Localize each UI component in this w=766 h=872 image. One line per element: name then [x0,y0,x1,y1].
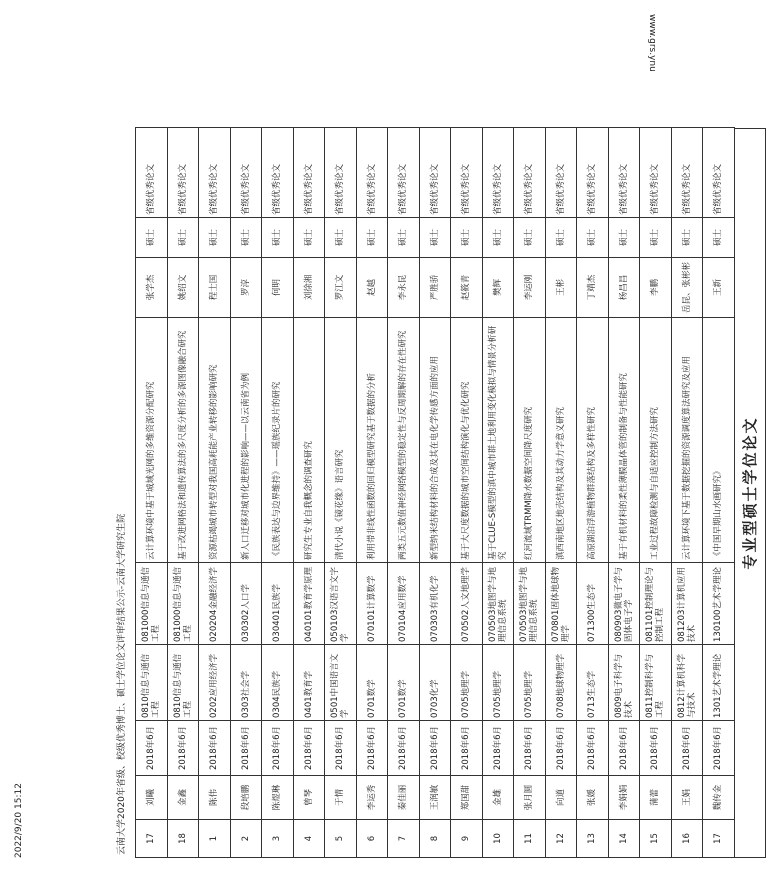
award-level: 省级优秀论文 [388,128,420,218]
advisor-name: 罗淳 [230,258,262,318]
row-number: 10 [482,820,514,858]
advisor-name: 姚绍文 [167,258,199,318]
student-name: 张月圆 [514,776,546,820]
degree-type: 硕士 [262,218,294,258]
major: 070502人文地理学 [451,563,483,645]
award-level: 省级优秀论文 [703,128,735,218]
graduation-date: 2018年6月 [608,721,640,776]
award-level: 省级优秀论文 [514,128,546,218]
row-number: 6 [356,820,388,858]
student-name: 王娟 [671,776,703,820]
student-name: 王润敏 [419,776,451,820]
major: 020204金融经济学 [199,563,231,645]
student-name: 陈伟 [199,776,231,820]
discipline: 0810信息与通信工程 [167,645,199,721]
award-level: 省级优秀论文 [199,128,231,218]
student-name: 段培鹏 [230,776,262,820]
thesis-title: 资源枯竭城市转型对我国高耗能产业转移的影响研究 [199,318,231,563]
thesis-title: 基于有机材料的柔性薄膜晶体管的制备与性能研究 [608,318,640,563]
row-number: 2 [230,820,262,858]
major: 040101教育学原理 [293,563,325,645]
award-level: 省级优秀论文 [545,128,577,218]
graduation-date: 2018年6月 [388,721,420,776]
thesis-title: 基于大尺度数据的城市空间结构演化与优化研究 [451,318,483,563]
student-name: 张媛 [577,776,609,820]
degree-type: 硕士 [136,218,168,258]
print-timestamp: 2022/9/20 15:12 [14,783,24,858]
row-number: 11 [514,820,546,858]
student-name: 李娟娟 [608,776,640,820]
major: 050103汉语言文字学 [325,563,357,645]
graduation-date: 2018年6月 [514,721,546,776]
section-title: 专业型硕士学位论文 [740,416,759,570]
thesis-title: 利用带非线性函数的回归模型研究基于数据的分析 [356,318,388,563]
advisor-name: 刘徐湘 [293,258,325,318]
student-name: 陈煜琳 [262,776,294,820]
table-row [577,128,609,858]
degree-type: 硕士 [167,218,199,258]
advisor-name: 樊辉 [482,258,514,318]
thesis-title: 云计算环境中基于城域光网的多维资源分配研究 [136,318,168,563]
table-row [199,128,231,858]
award-level: 省级优秀论文 [451,128,483,218]
major: 130100艺术学理论 [703,563,735,645]
student-name: 郑国甜 [451,776,483,820]
table-row [482,128,514,858]
thesis-title: 红河流域TRMM降水数据空间降尺度研究 [514,318,546,563]
graduation-date: 2018年6月 [545,721,577,776]
degree-type: 硕士 [356,218,388,258]
major: 030401民族学 [262,563,294,645]
degree-type: 硕士 [419,218,451,258]
major: 080903微电子学与固体电子学 [608,563,640,645]
major: 071300生态学 [577,563,609,645]
major: 081203计算机应用技术 [671,563,703,645]
major: 070101计算数学 [356,563,388,645]
award-level: 省级优秀论文 [325,128,357,218]
row-number: 13 [577,820,609,858]
discipline: 0809电子科学与技术 [608,645,640,721]
degree-type: 硕士 [608,218,640,258]
degree-type: 硕士 [230,218,262,258]
advisor-name: 赵筱青 [451,258,483,318]
advisor-name: 李永昆 [388,258,420,318]
student-name: 向道 [545,776,577,820]
thesis-title: 滇西南地区地壳结构及其动力学意义研究 [545,318,577,563]
advisor-name: 何明 [262,258,294,318]
thesis-title: 《中国早期山水画研究》 [703,318,735,563]
student-name: 蒲蕾 [640,776,672,820]
discipline: 0708地球物理学 [545,645,577,721]
award-level: 省级优秀论文 [167,128,199,218]
graduation-date: 2018年6月 [199,721,231,776]
discipline: 0703化学 [419,645,451,721]
graduation-date: 2018年6月 [325,721,357,776]
table-row [419,128,451,858]
award-level: 省级优秀论文 [671,128,703,218]
student-name: 于情 [325,776,357,820]
major: 081101控制理论与控制工程 [640,563,672,645]
student-name: 刘曦 [136,776,168,820]
discipline: 0705地理学 [482,645,514,721]
degree-type: 硕士 [577,218,609,258]
row-number: 9 [451,820,483,858]
thesis-title: 研究生专业自我概念的调查研究 [293,318,325,563]
graduation-date: 2018年6月 [703,721,735,776]
page-header-text: 云南大学2020年省级、校级优秀博士、硕士学位论文评审结果公示-云南大学研究生院 [117,513,127,855]
graduation-date: 2018年6月 [640,721,672,776]
degree-type: 硕士 [293,218,325,258]
table-row [293,128,325,858]
degree-type: 硕士 [640,218,672,258]
advisor-name: 严胜骄 [419,258,451,318]
advisor-name: 李鹏 [640,258,672,318]
table-row [356,128,388,858]
graduation-date: 2018年6月 [451,721,483,776]
discipline: 0811控制科学与工程 [640,645,672,721]
degree-type: 硕士 [514,218,546,258]
table-row [325,128,357,858]
thesis-title: 清代小说《镜花缘》语言研究 [325,318,357,563]
row-number: 7 [388,820,420,858]
advisor-name: 罗江文 [325,258,357,318]
row-number: 12 [545,820,577,858]
thesis-title: 基于改进网格法和遗传算法的多尺度分析的多源图像融合研究 [167,318,199,563]
major: 030302人口学 [230,563,262,645]
award-level: 省级优秀论文 [640,128,672,218]
major: 081000信息与通信工程 [136,563,168,645]
advisor-name: 王新 [703,258,735,318]
degree-type: 硕士 [482,218,514,258]
student-name: 秦佳丽 [388,776,420,820]
major: 070503地图学与地理信息系统 [482,563,514,645]
advisor-name: 张学杰 [136,258,168,318]
degree-type: 硕士 [451,218,483,258]
award-table [135,127,735,858]
thesis-title: 基于CLUE-S模型的滇中城市群土地利用变化模拟与情景分析研究 [482,318,514,563]
degree-type: 硕士 [199,218,231,258]
row-number: 16 [671,820,703,858]
table-row [703,128,735,858]
discipline: 0810信息与通信工程 [136,645,168,721]
table-row [608,128,640,858]
discipline: 1301艺术学理论 [703,645,735,721]
table-row [230,128,262,858]
award-level: 省级优秀论文 [608,128,640,218]
row-number: 18 [167,820,199,858]
degree-type: 硕士 [388,218,420,258]
award-level: 省级优秀论文 [230,128,262,218]
discipline: 0401教育学 [293,645,325,721]
row-number: 4 [293,820,325,858]
footer-url: www.grs.ynu [647,14,657,72]
discipline: 0701数学 [356,645,388,721]
discipline: 0705地理学 [451,645,483,721]
advisor-name: 丁靖杰 [577,258,609,318]
row-number: 8 [419,820,451,858]
discipline: 0501中国语言文学 [325,645,357,721]
graduation-date: 2018年6月 [230,721,262,776]
student-name: 李运秀 [356,776,388,820]
graduation-date: 2018年6月 [577,721,609,776]
award-level: 省级优秀论文 [293,128,325,218]
advisor-name: 赵越 [356,258,388,318]
award-table-document [135,128,759,858]
row-number: 17 [136,820,168,858]
thesis-title: 云计算环境下基于数据挖掘的资源调度算法研究及应用 [671,318,703,563]
student-name: 曾琴 [293,776,325,820]
student-name: 金雄 [482,776,514,820]
table-row [136,128,168,858]
award-level: 省级优秀论文 [356,128,388,218]
major: 070104应用数学 [388,563,420,645]
table-row [640,128,672,858]
award-level: 省级优秀论文 [262,128,294,218]
award-level: 省级优秀论文 [136,128,168,218]
graduation-date: 2018年6月 [419,721,451,776]
graduation-date: 2018年6月 [356,721,388,776]
discipline: 0701数学 [388,645,420,721]
table-row [545,128,577,858]
table-row [451,128,483,858]
advisor-name: 岳昆、张彬彬 [671,258,703,318]
advisor-name: 李运刚 [514,258,546,318]
row-number: 5 [325,820,357,858]
thesis-title: 工业过程故障检测与自适应控制方法研究 [640,318,672,563]
table-row [388,128,420,858]
thesis-title: 两类五元数值神经网络模型的稳定性与反周期解的存在性研究 [388,318,420,563]
award-level: 省级优秀论文 [419,128,451,218]
major: 081000信息与通信工程 [167,563,199,645]
discipline: 0202应用经济学 [199,645,231,721]
advisor-name: 王彬 [545,258,577,318]
discipline: 0304民族学 [262,645,294,721]
student-name: 金鑫 [167,776,199,820]
graduation-date: 2018年6月 [136,721,168,776]
discipline: 0303社会学 [230,645,262,721]
thesis-title: 高原湖泊浮游植物群落结构及多样性研究 [577,318,609,563]
major: 070801固体地球物理学 [545,563,577,645]
discipline: 0812计算机科学与技术 [671,645,703,721]
table-row [167,128,199,858]
degree-type: 硕士 [325,218,357,258]
table-row [671,128,703,858]
thesis-title: 《民族表达与边界维持》——瑶族纪录片的研究 [262,318,294,563]
graduation-date: 2018年6月 [671,721,703,776]
table-row [262,128,294,858]
row-number: 3 [262,820,294,858]
graduation-date: 2018年6月 [262,721,294,776]
graduation-date: 2018年6月 [482,721,514,776]
major: 070303有机化学 [419,563,451,645]
row-number: 17 [703,820,735,858]
table-row [514,128,546,858]
row-number: 15 [640,820,672,858]
advisor-name: 程士国 [199,258,231,318]
discipline: 0713生态学 [577,645,609,721]
graduation-date: 2018年6月 [293,721,325,776]
award-table-body [136,128,735,858]
row-number: 1 [199,820,231,858]
award-level: 省级优秀论文 [577,128,609,218]
graduation-date: 2018年6月 [167,721,199,776]
degree-type: 硕士 [703,218,735,258]
major: 070503地图学与地理信息系统 [514,563,546,645]
student-name: 魏传金 [703,776,735,820]
row-number: 14 [608,820,640,858]
thesis-title: 新型纳米结构材料的合成及其在电化学传感方面的应用 [419,318,451,563]
degree-type: 硕士 [545,218,577,258]
thesis-title: 新人口迁移对城市化进程的影响——以云南省为例 [230,318,262,563]
discipline: 0705地理学 [514,645,546,721]
award-level: 省级优秀论文 [482,128,514,218]
degree-type: 硕士 [671,218,703,258]
advisor-name: 杨昌昌 [608,258,640,318]
